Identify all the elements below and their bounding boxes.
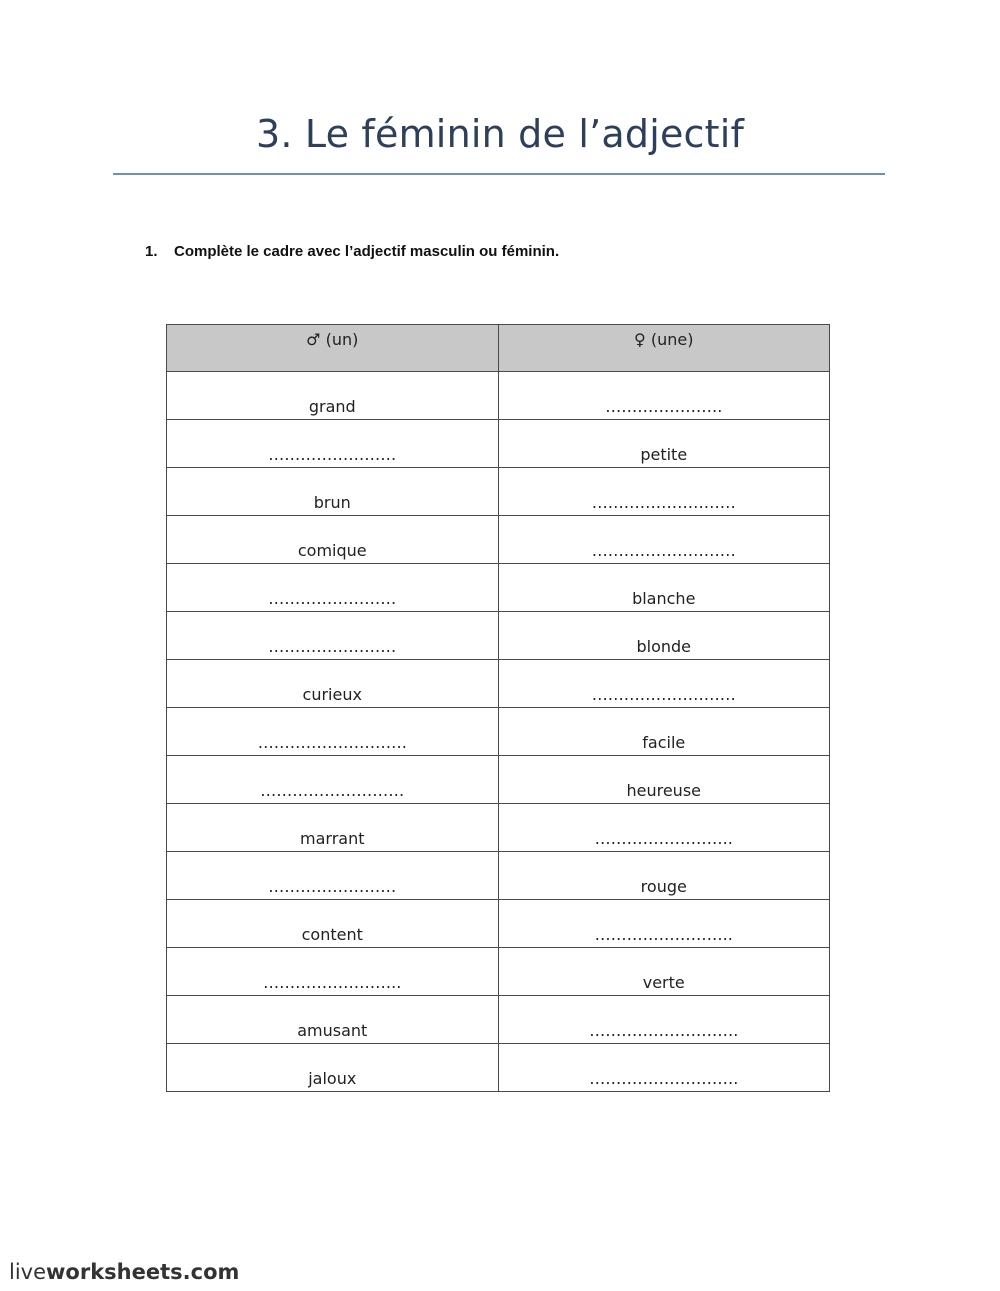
table-row (167, 1044, 830, 1092)
masculine-cell: curieux (167, 660, 499, 708)
table-body (167, 372, 830, 1092)
table-row (167, 996, 830, 1044)
table-row (167, 420, 830, 468)
masculine-cell-blank[interactable]: …………………… (167, 852, 499, 900)
feminine-cell: petite (498, 420, 830, 468)
feminine-cell-blank[interactable]: …………………. (498, 372, 830, 420)
masculine-cell-blank[interactable]: ……………………… (167, 756, 499, 804)
masculine-cell: marrant (167, 804, 499, 852)
table-header-row (167, 325, 830, 372)
table-row (167, 660, 830, 708)
feminine-cell: rouge (498, 852, 830, 900)
page-title: 3. Le féminin de l’adjectif (255, 112, 745, 156)
table-row (167, 564, 830, 612)
feminine-cell: blanche (498, 564, 830, 612)
table-row (167, 756, 830, 804)
masculine-cell: content (167, 900, 499, 948)
instruction-text: Complète le cadre avec l’adjectif masculin ou féminin. (174, 243, 560, 260)
liveworksheets-logo (9, 1260, 239, 1284)
masculine-cell-blank[interactable]: ………………………. (167, 708, 499, 756)
feminine-cell: blonde (498, 612, 830, 660)
logo-worksheets: worksheets.com (46, 1260, 240, 1284)
feminine-cell: verte (498, 948, 830, 996)
table-row (167, 852, 830, 900)
feminine-cell-blank[interactable]: ………………………. (498, 1044, 830, 1092)
feminine-cell-blank[interactable]: ……………………… (498, 516, 830, 564)
instruction-number: 1. (145, 243, 158, 260)
table-row (167, 468, 830, 516)
masculine-cell: comique (167, 516, 499, 564)
masculine-cell-blank[interactable]: …………………….. (167, 948, 499, 996)
masculine-cell: jaloux (167, 1044, 499, 1092)
feminine-cell: heureuse (498, 756, 830, 804)
table-row (167, 612, 830, 660)
table-row (167, 516, 830, 564)
masculine-cell-blank[interactable]: …………………… (167, 420, 499, 468)
table-row (167, 372, 830, 420)
masculine-cell-blank[interactable]: …………………… (167, 612, 499, 660)
title-underline (113, 173, 885, 175)
table-row (167, 804, 830, 852)
feminine-cell-blank[interactable]: ……………………… (498, 468, 830, 516)
table-row (167, 708, 830, 756)
masculine-cell: amusant (167, 996, 499, 1044)
masculine-cell: grand (167, 372, 499, 420)
feminine-cell: facile (498, 708, 830, 756)
masculine-cell-blank[interactable]: …………………… (167, 564, 499, 612)
feminine-cell-blank[interactable]: …………………….. (498, 900, 830, 948)
table-row (167, 900, 830, 948)
feminine-cell-blank[interactable]: ………………………. (498, 996, 830, 1044)
header-feminine: ♀ (une) (498, 325, 830, 372)
logo-live: live (9, 1260, 47, 1284)
feminine-cell-blank[interactable]: ……………………… (498, 660, 830, 708)
header-masculine: ♂ (un) (167, 325, 499, 372)
feminine-cell-blank[interactable]: …………………….. (498, 804, 830, 852)
table-row (167, 948, 830, 996)
adjective-table (166, 324, 830, 1092)
instruction (145, 243, 559, 260)
masculine-cell: brun (167, 468, 499, 516)
